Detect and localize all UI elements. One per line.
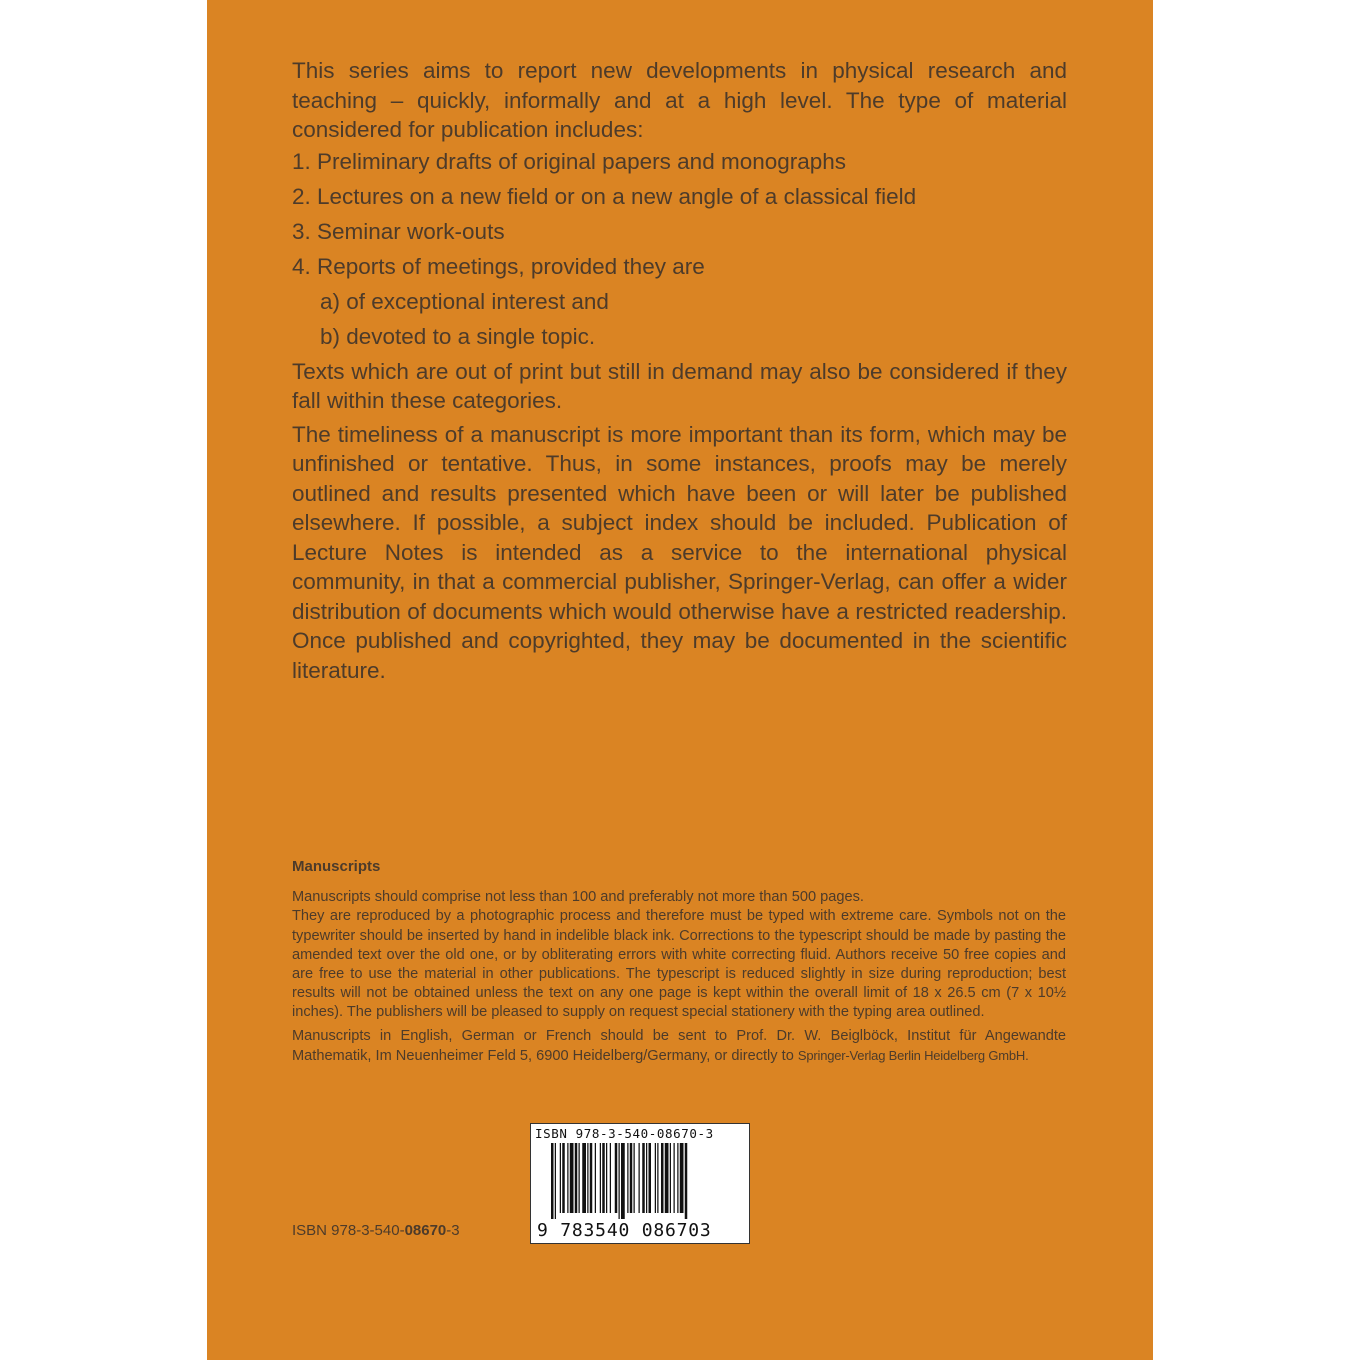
list-item: 3. Seminar work-outs <box>292 218 505 244</box>
list-item: 1. Preliminary drafts of original papers and monographs <box>292 148 847 174</box>
back-cover <box>207 0 1153 1360</box>
publisher-name: Springer-Verlag Berlin Heidelberg GmbH. <box>797 1047 1029 1063</box>
barcode-label <box>530 1123 750 1244</box>
list-item: 4. Reports of meetings, provided they are <box>292 253 705 279</box>
manuscripts-section <box>292 857 1066 1066</box>
isbn-prefix: ISBN 978-3-540- <box>292 1222 405 1239</box>
manuscripts-typing-paragraph: They are reproduced by a photographic process and therefore must be typed with extreme care. Symbols not on the typewriter should be inserted by hand in indelible black ink. Corrections to the typescript should be made by pasting the amended text over the old one, or by obliterating errors with white correcting fluid. Authors receive 50 free copies and are free to use the material in other publications. The typescript is reduced slightly in size during reproduction; best results will not be obtained unless the text on any one page is kept within the overall limit of 18 x 26.5 cm (7 x 10½ inches). The publishers will be pleased to supply on request special stationery with the typing area outlined. <box>292 908 1066 1021</box>
manuscripts-length-paragraph: Manuscripts should comprise not less than 100 and preferably not more than 500 pages. <box>292 889 864 906</box>
address-text: Manuscripts in English, German or French should be sent to Prof. Dr. W. Beiglböck, Institut für Angewandte Mathematik, Im Neuenheimer Feld 5, 6900 Heidelberg/Germany, or directly to <box>292 1027 1066 1064</box>
series-description <box>292 56 1067 685</box>
sublist-item: a) of exceptional interest and <box>320 288 609 314</box>
manuscripts-address-paragraph <box>292 1027 1066 1066</box>
manuscripts-heading: Manuscripts <box>292 858 381 875</box>
list-item: 2. Lectures on a new field or on a new angle of a classical field <box>292 183 917 209</box>
sublist-item: b) devoted to a single topic. <box>320 323 596 349</box>
barcode-icon <box>551 1143 729 1219</box>
barcode-digits: 9 783540 086703 <box>537 1220 712 1241</box>
intro-paragraph: This series aims to report new developments in physical research and teaching – quickly, informally and at a high level. The type of material considered for publication includes: <box>292 58 1067 142</box>
out-of-print-paragraph: Texts which are out of print but still in demand may also be considered if they fall within these categories. <box>292 358 1067 413</box>
isbn-number <box>292 1222 460 1239</box>
timeliness-paragraph: The timeliness of a manuscript is more important than its form, which may be unfinished or tentative. Thus, in some instances, proofs may be merely outlined and results presented which have been or will later be published elsewhere. If possible, a subject index should be included. Publication of Lecture Notes is intended as a service to the international physical community, in that a commercial publisher, Springer-Verlag, can offer a wider distribution of documents which would otherwise have a restricted readership. Once published and copyrighted, they may be documented in the scientific literature. <box>292 421 1067 683</box>
isbn-bold-part: 08670 <box>404 1222 447 1239</box>
material-list <box>292 147 1067 282</box>
barcode-isbn-text: ISBN 978-3-540-08670-3 <box>535 1126 714 1141</box>
isbn-suffix: -3 <box>446 1222 460 1239</box>
